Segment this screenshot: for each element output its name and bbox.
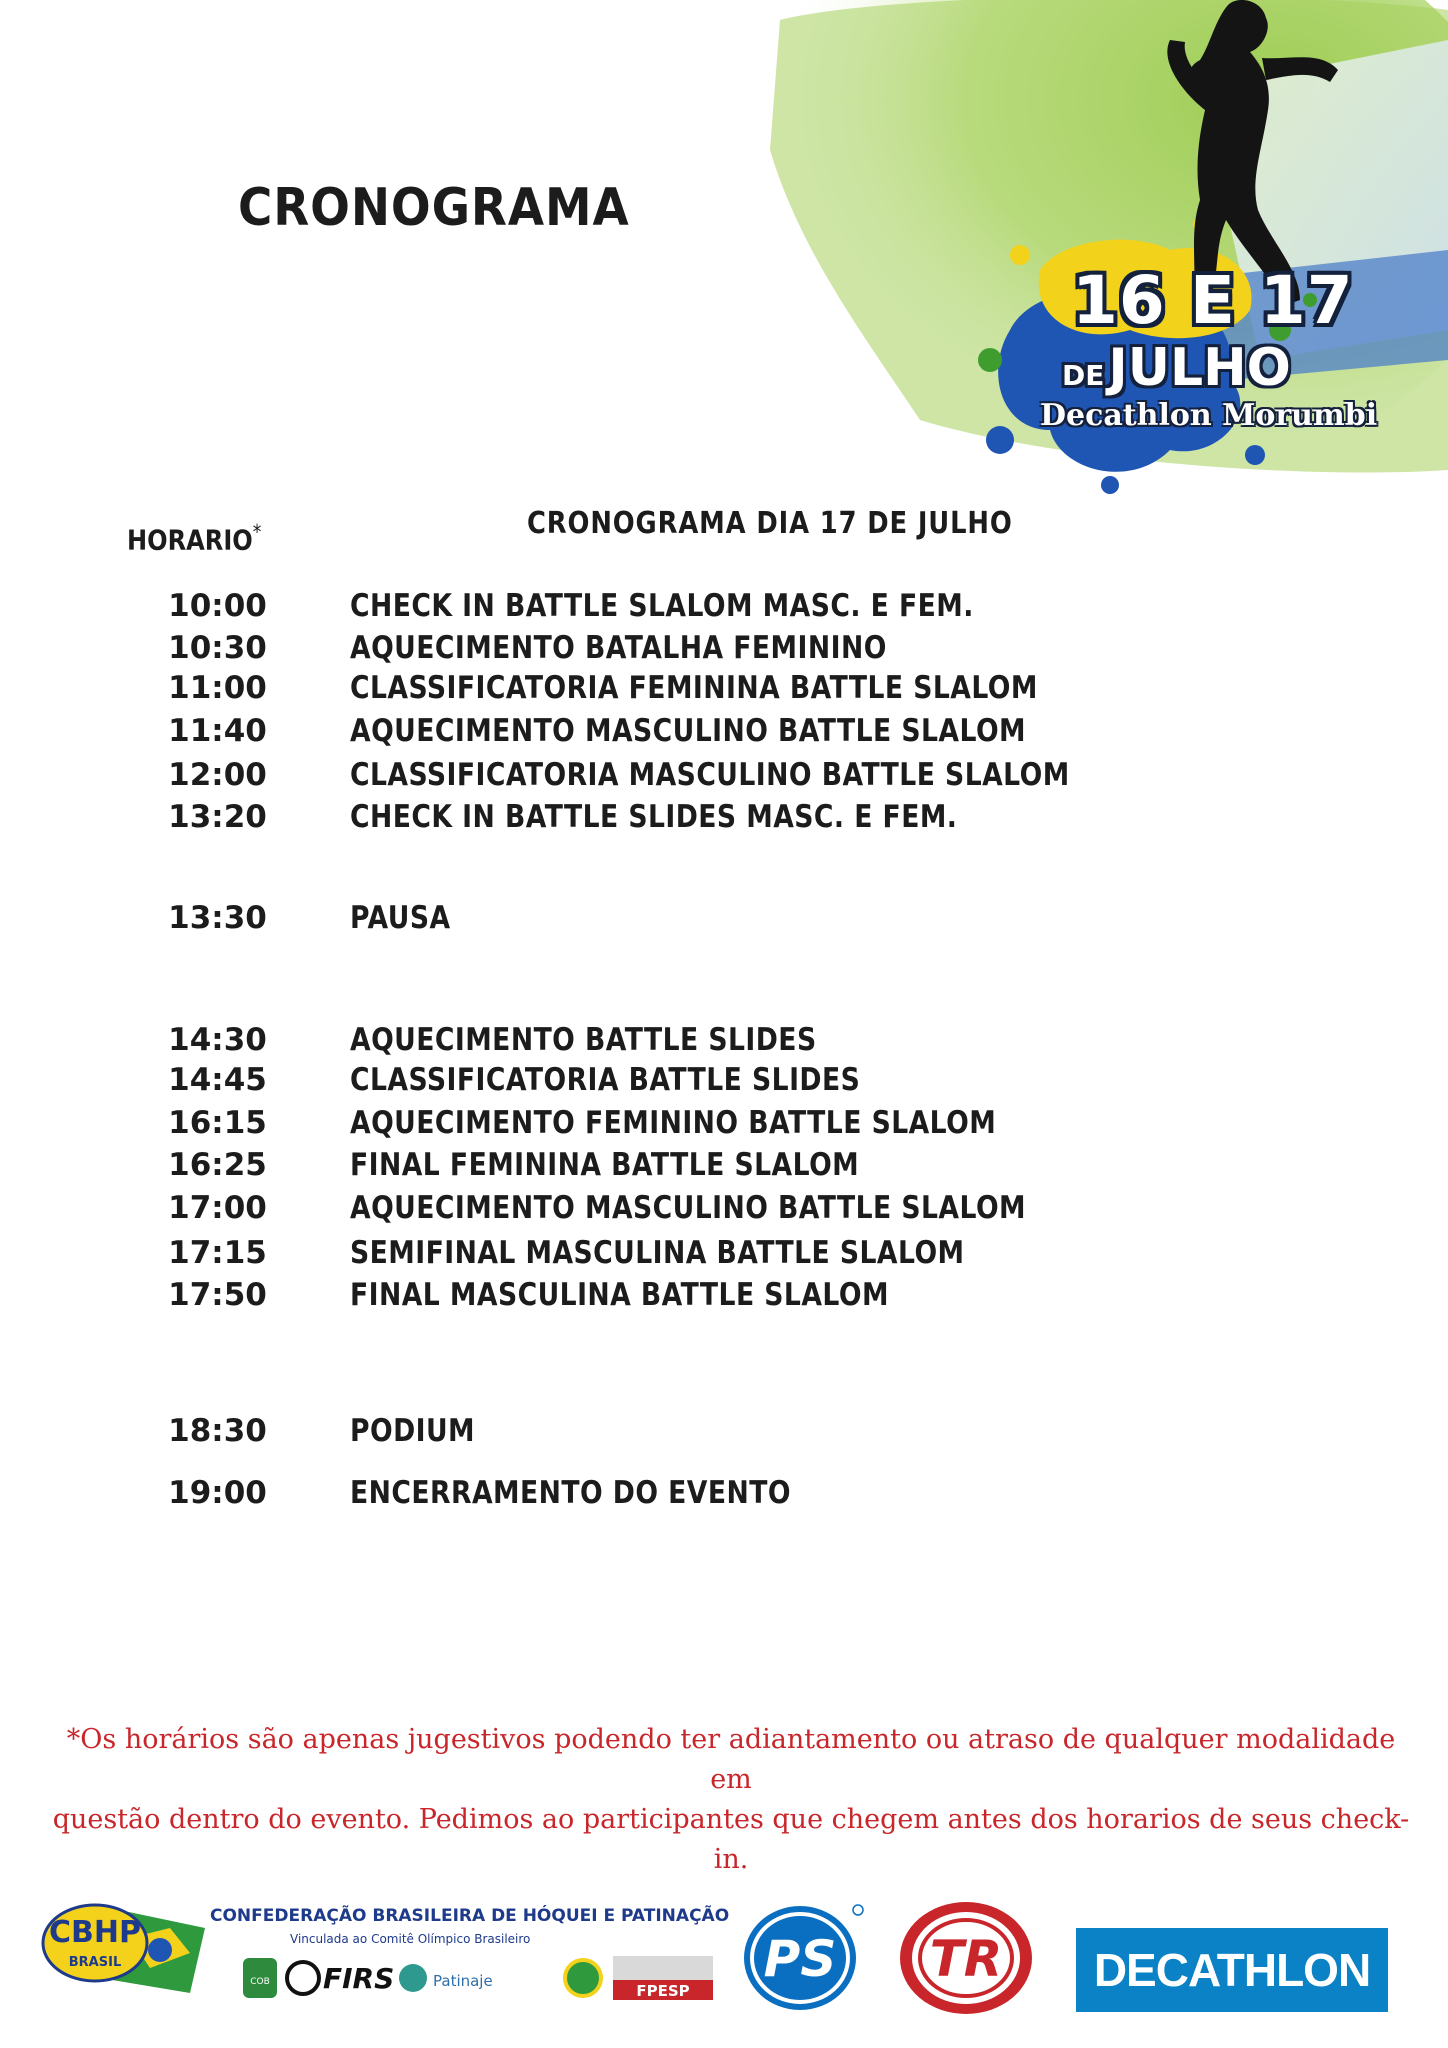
schedule-time: 10:00 xyxy=(168,588,267,624)
schedule-row xyxy=(0,1475,1448,1515)
schedule-row xyxy=(0,757,1448,797)
schedule-row xyxy=(0,900,1448,940)
schedule-row xyxy=(0,630,1448,670)
schedule-activity: AQUECIMENTO FEMININO BATTLE SLALOM xyxy=(350,1105,997,1141)
schedule-activity: SEMIFINAL MASCULINA BATTLE SLALOM xyxy=(350,1235,965,1271)
schedule-row xyxy=(0,1062,1448,1102)
schedule-row xyxy=(0,588,1448,628)
event-days: 16 E 17 xyxy=(1072,262,1354,339)
time-header-asterisk: * xyxy=(252,520,262,544)
event-month-line xyxy=(1062,338,1291,398)
schedule-time: 17:00 xyxy=(168,1190,267,1226)
federation-logos xyxy=(243,1952,713,2004)
schedule-time: 16:15 xyxy=(168,1105,267,1141)
schedule-activity: AQUECIMENTO BATALHA FEMININO xyxy=(350,630,887,666)
schedule-time: 13:30 xyxy=(168,900,267,936)
schedule-time: 14:30 xyxy=(168,1022,267,1058)
firs-logo-text: FIRS xyxy=(323,1962,395,1995)
schedule-row xyxy=(0,713,1448,753)
schedule-activity: CLASSIFICATORIA FEMININA BATTLE SLALOM xyxy=(350,670,1038,706)
schedule-row xyxy=(0,1413,1448,1453)
event-venue: Decathlon Morumbi xyxy=(1040,398,1378,433)
schedule-row xyxy=(0,1235,1448,1275)
schedule-activity: PAUSA xyxy=(350,900,451,936)
cbhp-badge-sub: BRASIL xyxy=(68,1955,122,1970)
schedule-row xyxy=(0,799,1448,839)
cbhp-badge-text: CBHP xyxy=(49,1915,141,1950)
ps-logo xyxy=(742,1900,864,2012)
header-splash-art xyxy=(0,0,1448,520)
cbhp-name: CONFEDERAÇÃO BRASILEIRA DE HÓQUEI E PATINAÇÃO xyxy=(210,1906,730,1926)
event-de: DE xyxy=(1062,359,1105,392)
schedule-time: 12:00 xyxy=(168,757,267,793)
schedule-time: 18:30 xyxy=(168,1413,267,1449)
schedule-time: 17:50 xyxy=(168,1277,267,1313)
fpesp-logo-text: FPESP xyxy=(636,1982,690,2000)
event-month: JULHO xyxy=(1108,338,1291,398)
time-header-label: HORARIO xyxy=(127,523,253,557)
page-title: CRONOGRAMA xyxy=(238,178,630,238)
schedule-activity: AQUECIMENTO MASCULINO BATTLE SLALOM xyxy=(350,713,1027,749)
schedule-time: 11:40 xyxy=(168,713,267,749)
schedule-row xyxy=(0,1105,1448,1145)
schedule-activity: CHECK IN BATTLE SLALOM MASC. E FEM. xyxy=(350,588,974,624)
svg-text:COB: COB xyxy=(250,1977,270,1987)
schedule-activity: AQUECIMENTO MASCULINO BATTLE SLALOM xyxy=(350,1190,1027,1226)
schedule-time: 14:45 xyxy=(168,1062,267,1098)
decathlon-logo xyxy=(1076,1928,1388,2012)
schedule-time: 19:00 xyxy=(168,1475,267,1511)
tr-logo-text: TR xyxy=(929,1930,1003,1988)
cbhp-logo xyxy=(40,1898,210,1998)
schedule-activity: FINAL MASCULINA BATTLE SLALOM xyxy=(350,1277,889,1313)
schedule-activity: CLASSIFICATORIA MASCULINO BATTLE SLALOM xyxy=(350,757,1070,793)
decathlon-logo-text: DECATHLON xyxy=(1093,1944,1371,1996)
schedule-time: 10:30 xyxy=(168,630,267,666)
schedule-row xyxy=(0,1022,1448,1062)
schedule-activity: ENCERRAMENTO DO EVENTO xyxy=(350,1475,791,1511)
schedule-row xyxy=(0,1147,1448,1187)
ps-logo-text: PS xyxy=(763,1930,837,1988)
schedule-activity: CHECK IN BATTLE SLIDES MASC. E FEM. xyxy=(350,799,958,835)
schedule-activity: AQUECIMENTO BATTLE SLIDES xyxy=(350,1022,817,1058)
schedule-row xyxy=(0,1277,1448,1317)
schedule-activity: CLASSIFICATORIA BATTLE SLIDES xyxy=(350,1062,861,1098)
schedule-row xyxy=(0,670,1448,710)
schedule-activity: FINAL FEMININA BATTLE SLALOM xyxy=(350,1147,860,1183)
footnote-disclaimer xyxy=(46,1720,1416,1880)
schedule-time: 16:25 xyxy=(168,1147,267,1183)
schedule-title: CRONOGRAMA DIA 17 DE JULHO xyxy=(527,506,1013,541)
patinaje-logo-text: Patinaje xyxy=(433,1972,493,1990)
time-column-header xyxy=(127,520,261,556)
schedule-row xyxy=(0,1190,1448,1230)
footnote-line-2: questão dentro do evento. Pedimos ao participantes que chegem antes dos horarios de seus check-in. xyxy=(52,1804,1410,1875)
tr-logo xyxy=(896,1898,1036,2018)
schedule-time: 13:20 xyxy=(168,799,267,835)
schedule-time: 11:00 xyxy=(168,670,267,706)
footnote-line-1: *Os horários são apenas jugestivos podendo ter adiantamento ou atraso de qualquer modalidade em xyxy=(66,1724,1396,1795)
cbhp-subtitle: Vinculada ao Comitê Olímpico Brasileiro xyxy=(290,1932,531,1946)
schedule-time: 17:15 xyxy=(168,1235,267,1271)
schedule-activity: PODIUM xyxy=(350,1413,476,1449)
